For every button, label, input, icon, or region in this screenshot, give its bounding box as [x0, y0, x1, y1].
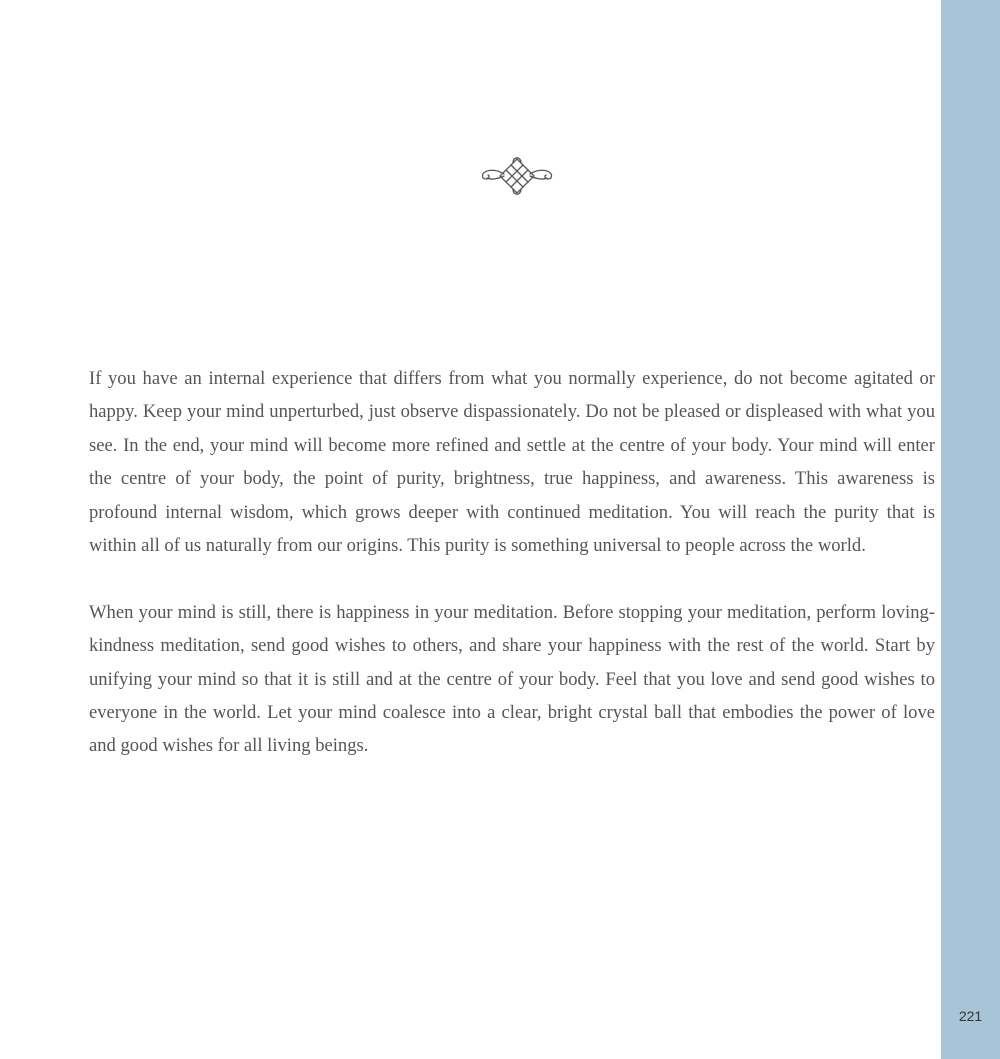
paragraph-2: When your mind is still, there is happiness in your meditation. Before stopping your meditation, perform loving-kindness meditation, send good wishes to others, and share your happiness with the rest of the world. Start by unifying your mind so that it is still and at the centre of your body. Feel that you love and send good wishes to everyone in the world. Let your mind coalesce into a clear, bright crystal ball that embodies the power of love and good wishes for all living beings. [89, 601, 935, 757]
page-number: 221 [958, 1008, 983, 1024]
paragraph-1: If you have an internal experience that differs from what you normally experience, do not become agitated or happy. Keep your mind unperturbed, just observe dispassionately. Do not be pleased or displeased with what you see. In the end, your mind will become more refined and settle at the centre of your body. Your mind will enter the centre of your body, the point of purity, brightness, true happiness, and awareness. This awareness is profound internal wisdom, which grows deeper with continued meditation. You will reach the purity that is within all of us naturally from our origins. This purity is something universal to people across the world. [89, 368, 935, 557]
side-color-band [941, 0, 1000, 1059]
endless-knot-icon [478, 155, 556, 197]
body-text [89, 362, 935, 763]
